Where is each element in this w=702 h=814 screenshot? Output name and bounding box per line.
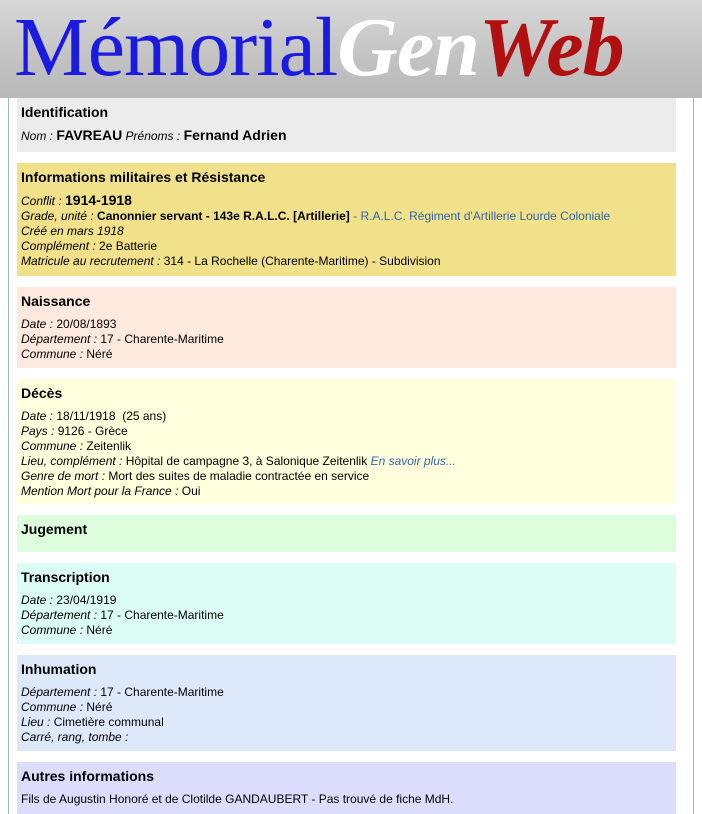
section-birth: [17, 287, 676, 368]
section-title: Inhumation: [21, 661, 97, 677]
date-label: Date :: [21, 317, 57, 331]
department-label: Département :: [21, 332, 101, 346]
department-label: Département :: [21, 608, 101, 622]
date-value: 18/11/1918 (25 ans): [56, 409, 167, 423]
plot-label: Carré, rang, tombe :: [21, 730, 129, 744]
nom-label: Nom :: [21, 129, 57, 143]
matricule-row: [21, 254, 672, 269]
matricule-label: Matricule au recrutement :: [21, 254, 164, 268]
mention-value: Oui: [181, 484, 201, 498]
burial-department-row: [21, 685, 672, 700]
logo-part-gen: Gen: [337, 1, 479, 94]
birth-date-row: [21, 317, 672, 332]
place-value: Hôpital de campagne 3, à Salonique Zeitenlik: [125, 454, 368, 468]
grade-value: Canonnier servant - 143e R.A.L.C. [Artillerie]: [97, 209, 350, 223]
mention-label: Mention Mort pour la France :: [21, 484, 182, 498]
section-title: Informations militaires et Résistance: [21, 169, 266, 185]
department-label: Département :: [21, 685, 101, 699]
commune-value: Zeitenlik: [86, 439, 132, 453]
record-frame: [8, 98, 694, 814]
kind-value: Mort des suites de maladie contractée en service: [108, 469, 370, 483]
commune-value: Néré: [86, 623, 113, 637]
prenoms-value: Fernand Adrien: [183, 127, 287, 143]
conflit-label: Conflit :: [21, 194, 66, 208]
place-label: Lieu, complément :: [21, 454, 126, 468]
section-title: Identification: [21, 104, 109, 120]
section-transcription: [17, 563, 676, 644]
section-death: [17, 379, 676, 504]
grade-label: Grade, unité :: [21, 209, 98, 223]
section-title: Jugement: [21, 521, 88, 537]
death-commune-row: [21, 439, 672, 454]
death-kind-row: [21, 469, 672, 484]
conflit-row: [21, 193, 672, 209]
complement-row: [21, 239, 672, 254]
section-burial: [17, 655, 676, 751]
section-identification: [17, 98, 676, 152]
section-judgment: [17, 515, 676, 552]
matricule-value: 314 - La Rochelle (Charente-Maritime) - Subdivision: [163, 254, 441, 268]
mention-row: [21, 484, 672, 499]
commune-value: Néré: [86, 347, 113, 361]
kind-label: Genre de mort :: [21, 469, 109, 483]
date-value: 23/04/1919: [56, 593, 117, 607]
unit-link[interactable]: - R.A.L.C. Régiment d'Artillerie Lourde Coloniale: [349, 209, 611, 223]
burial-plot-row: [21, 730, 672, 745]
burial-place-row: [21, 715, 672, 730]
birth-commune-row: [21, 347, 672, 362]
place-value: Cimetière communal: [53, 715, 164, 729]
birth-department-row: [21, 332, 672, 347]
more-info-link[interactable]: En savoir plus...: [370, 454, 456, 468]
section-title: Transcription: [21, 569, 110, 585]
date-label: Date :: [21, 409, 57, 423]
commune-label: Commune :: [21, 700, 87, 714]
commune-label: Commune :: [21, 623, 87, 637]
unit-created: Créé en mars 1918: [21, 224, 124, 238]
death-place-row: [21, 454, 672, 469]
commune-label: Commune :: [21, 347, 87, 361]
transcription-department-row: [21, 608, 672, 623]
complement-value: 2e Batterie: [99, 239, 158, 253]
date-label: Date :: [21, 593, 57, 607]
site-banner: [0, 0, 702, 98]
burial-commune-row: [21, 700, 672, 715]
prenoms-label: Prénoms :: [122, 129, 184, 143]
transcription-commune-row: [21, 623, 672, 638]
logo-part-web: Web: [478, 1, 624, 94]
conflit-value: 1914-1918: [65, 192, 132, 208]
section-title: Autres informations: [21, 768, 155, 784]
death-date-row: [21, 409, 672, 424]
site-logo[interactable]: [14, 2, 624, 94]
department-value: 17 - Charente-Maritime: [100, 608, 224, 622]
section-title: Naissance: [21, 293, 91, 309]
complement-label: Complément :: [21, 239, 100, 253]
commune-value: Néré: [86, 700, 113, 714]
department-value: 17 - Charente-Maritime: [100, 685, 224, 699]
section-military: [17, 163, 676, 276]
death-country-row: [21, 424, 672, 439]
section-other-info: [17, 762, 676, 814]
department-value: 17 - Charente-Maritime: [100, 332, 224, 346]
other-info-text: Fils de Augustin Honoré et de Clotilde GANDAUBERT - Pas trouvé de fiche MdH.: [21, 792, 454, 806]
date-value: 20/08/1893: [56, 317, 117, 331]
country-label: Pays :: [21, 424, 58, 438]
grade-row: [21, 209, 672, 224]
commune-label: Commune :: [21, 439, 87, 453]
place-label: Lieu :: [21, 715, 54, 729]
nom-value: FAVREAU: [56, 127, 123, 143]
country-value: 9126 - Grèce: [57, 424, 128, 438]
section-title: Décès: [21, 385, 63, 401]
transcription-date-row: [21, 593, 672, 608]
name-row: [21, 128, 672, 144]
logo-part-memorial: Mémorial: [14, 1, 338, 94]
